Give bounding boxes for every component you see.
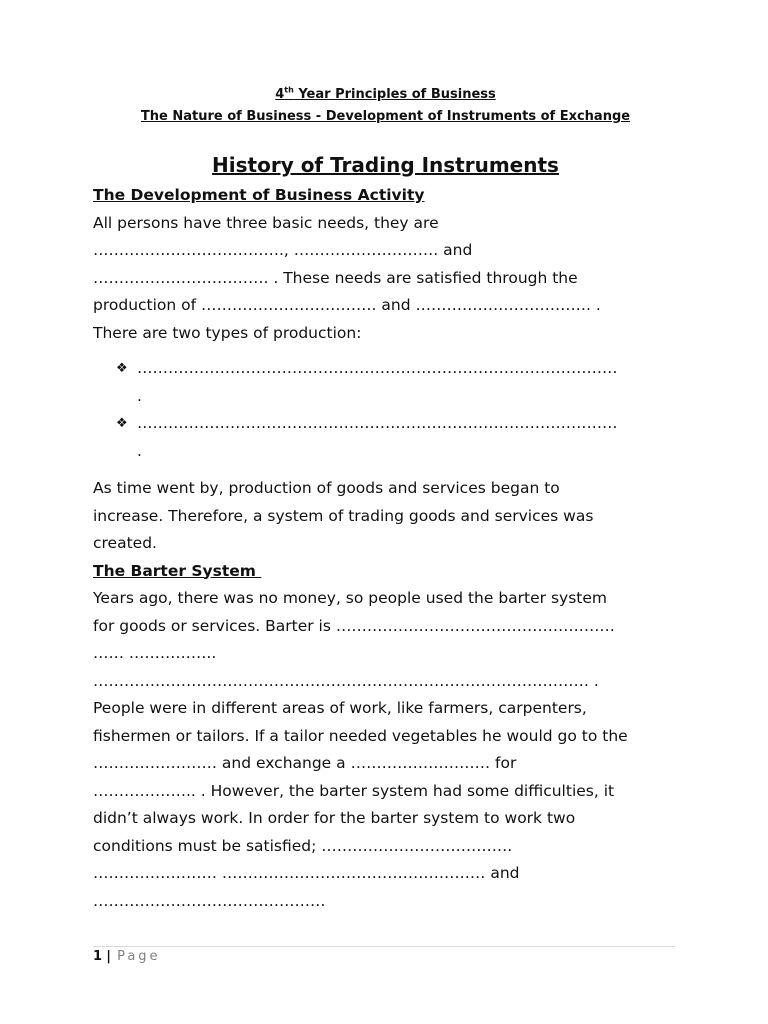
text-line: ……………………………………… bbox=[93, 891, 326, 910]
paragraph-barter-system bbox=[93, 585, 678, 915]
text-line: production of ……………………………. and ……………………………. . bbox=[93, 296, 601, 314]
blank-line: ………………………………………………………………………………… bbox=[137, 359, 618, 377]
text-line: As time went by, production of goods and services began to bbox=[93, 479, 560, 497]
text-line: …………………………………………………………………………………… . bbox=[93, 671, 599, 690]
blank-line-end: . bbox=[137, 386, 142, 405]
blank-line-end: . bbox=[137, 441, 142, 460]
section-heading-barter-system: The Barter System bbox=[93, 561, 262, 580]
paragraph-trading-system bbox=[93, 475, 678, 558]
section-heading-business-activity: The Development of Business Activity bbox=[93, 186, 425, 204]
text-line: …… …………….. bbox=[93, 644, 217, 662]
text-line: ……………….. . However, the barter system had some difficulties, it bbox=[93, 781, 615, 800]
document-title: History of Trading Instruments bbox=[212, 153, 559, 177]
course-name: Year Principles of Business bbox=[293, 87, 496, 102]
text-line: People were in different areas of work, like farmers, carpenters, bbox=[93, 699, 587, 717]
year-suffix: th bbox=[284, 85, 294, 95]
paragraph-basic-needs bbox=[93, 210, 678, 348]
year-number: 4 bbox=[275, 87, 285, 102]
text-line: Years ago, there was no money, so people used the barter system bbox=[93, 589, 607, 607]
text-line: All persons have three basic needs, they are bbox=[93, 213, 439, 232]
text-line: conditions must be satisfied; ………………………………. bbox=[93, 836, 513, 855]
text-line: …………………… …………………………………………… and bbox=[93, 864, 520, 882]
text-line: ………………………………., ………………………. and bbox=[93, 241, 473, 259]
topic-header: The Nature of Business - Development of Instruments of Exchange bbox=[140, 109, 631, 124]
text-line: created. bbox=[93, 534, 157, 552]
page-number: 1 bbox=[93, 949, 103, 964]
text-line: ……………………………. . These needs are satisfied through the bbox=[93, 268, 578, 287]
production-types-list bbox=[93, 355, 678, 465]
footer-separator: | bbox=[106, 949, 111, 964]
page-footer bbox=[93, 946, 675, 964]
document-body bbox=[93, 86, 678, 915]
text-line: for goods or services. Barter is ……………………………………………… bbox=[93, 616, 615, 635]
text-line: didn’t always work. In order for the barter system to work two bbox=[93, 809, 576, 827]
blank-line: ………………………………………………………………………………… bbox=[137, 414, 618, 432]
text-line: increase. Therefore, a system of trading goods and services was bbox=[93, 506, 594, 525]
list-item bbox=[93, 355, 678, 410]
text-line: fishermen or tailors. If a tailor needed vegetables he would go to the bbox=[93, 726, 628, 745]
text-line: There are two types of production: bbox=[93, 323, 362, 342]
course-header bbox=[93, 86, 678, 104]
page-label: Page bbox=[117, 949, 161, 964]
diamond-bullet-icon: ❖ bbox=[116, 416, 128, 431]
text-line: …………………… and exchange a ……………………… for bbox=[93, 754, 517, 772]
diamond-bullet-icon: ❖ bbox=[116, 361, 128, 376]
list-item bbox=[93, 410, 678, 465]
